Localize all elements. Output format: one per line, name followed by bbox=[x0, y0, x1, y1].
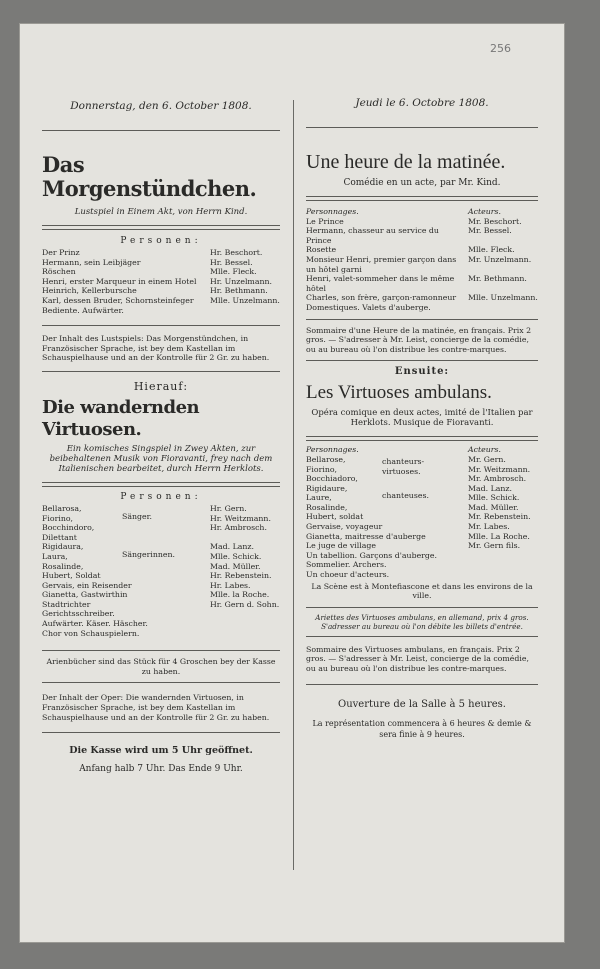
double-rule bbox=[306, 196, 538, 201]
cast-role: Fiorino, bbox=[306, 464, 338, 474]
french-chanteuses-label: chanteuses. bbox=[382, 490, 429, 500]
cast-row bbox=[42, 511, 280, 524]
cast-role: Gianetta, Gastwirthin bbox=[42, 590, 128, 600]
french-subtitle-1: Comédie en un acte, par Mr. Kind. bbox=[343, 178, 501, 188]
cast-actor: Hr. Beschort. bbox=[210, 248, 263, 257]
rule bbox=[306, 360, 538, 361]
cast-role: Bediente. Aufwärter. bbox=[42, 305, 124, 315]
french-sommaire-2: Sommaire des Virtuoses ambulans, en français. Prix 2 gros. — S'adresser à Mr. Leist, concierge de la comédie, ou au bureau où l'on distribue les contre-marques. bbox=[306, 644, 529, 673]
cast-row bbox=[42, 609, 280, 619]
cast-actor: Mr. Weitzmann. bbox=[468, 464, 531, 474]
german-subtitle-1: Lustspiel in Einem Akt, von Herrn Kind. bbox=[74, 207, 248, 217]
cast-actor: Mlle. la Roche. bbox=[210, 590, 270, 600]
rule bbox=[42, 682, 280, 683]
cast-role: Der Prinz bbox=[42, 248, 80, 257]
cast-actor: Mlle. Fleck. bbox=[468, 245, 515, 255]
cast-row bbox=[42, 600, 280, 610]
cast-role: Laure, bbox=[306, 493, 332, 503]
cast-row bbox=[306, 226, 538, 245]
cast-row bbox=[42, 286, 280, 296]
cast-role: Gianetta, maitresse d'auberge bbox=[306, 531, 426, 541]
german-cast-list-1 bbox=[42, 248, 280, 315]
cast-actor: Mr. Bethmann. bbox=[468, 274, 527, 284]
cast-row bbox=[306, 274, 538, 293]
acteurs-heading-2: Acteurs. bbox=[468, 445, 501, 455]
cast-row bbox=[42, 267, 280, 277]
cast-actor: Mr. Gern. bbox=[468, 454, 506, 464]
double-rule bbox=[42, 482, 280, 487]
cast-row bbox=[42, 619, 280, 629]
french-date: Jeudi le 6. Octobre 1808. bbox=[355, 97, 489, 109]
german-arienbuecher: Arienbücher sind das Stück für 4 Groschen bey der Kasse zu haben. bbox=[46, 657, 276, 676]
cast-actor bbox=[210, 619, 280, 629]
cast-actor: Mad. Müller. bbox=[468, 502, 519, 512]
cast-role: Bellarose, bbox=[306, 454, 346, 464]
pencil-page-number: 256 bbox=[490, 42, 511, 55]
cast-actor bbox=[210, 629, 280, 639]
cast-actor bbox=[210, 306, 280, 316]
cast-row bbox=[42, 523, 280, 542]
german-column bbox=[42, 100, 280, 774]
cast-row bbox=[42, 571, 280, 581]
german-saenger-label: Sänger. bbox=[122, 511, 152, 521]
cast-role: Laura, bbox=[42, 551, 68, 561]
cast-actor: Mr. Rebenstein. bbox=[468, 512, 531, 522]
cast-actor: Mad. Lanz. bbox=[468, 483, 513, 493]
german-inhalt-1: Der Inhalt des Lustspiels: Das Morgenstündchen, in Französischer Sprache, ist bey dem Kastellan im Schauspielhause und an der Kontrolle für 2 Gr. zu haben. bbox=[42, 334, 270, 363]
rule bbox=[306, 319, 538, 320]
cast-role: Un tabellion. Garçons d'auberge. Sommelier. Archers. bbox=[306, 550, 437, 570]
cast-role: Hubert, Soldat bbox=[42, 571, 101, 581]
cast-actor: Mlle. Schick. bbox=[468, 493, 520, 503]
personnages-heading-2: Personnages. bbox=[306, 445, 359, 455]
column-divider bbox=[293, 100, 294, 870]
german-personen-heading: Personen: bbox=[120, 236, 202, 246]
cast-role: Domestiques. Valets d'auberge. bbox=[306, 302, 431, 312]
cast-actor: Mlle. Unzelmann. bbox=[468, 293, 538, 303]
cast-role: Bocchindoro, Dilettant bbox=[42, 523, 95, 542]
cast-actor: Hr. Rebenstein. bbox=[210, 571, 272, 581]
cast-row bbox=[306, 245, 538, 255]
cast-actor: Mlle. Fleck. bbox=[210, 267, 257, 277]
french-ariettes: Ariettes des Virtuoses ambulans, en allemand, prix 4 gros. S'adresser au bureau où l'on débite les billets d'entrée. bbox=[315, 612, 529, 631]
cast-role: Le juge de village bbox=[306, 541, 377, 551]
cast-row bbox=[306, 217, 538, 227]
personnages-heading: Personnages. bbox=[306, 207, 359, 216]
french-column bbox=[306, 97, 538, 740]
cast-actor bbox=[210, 609, 280, 619]
rule bbox=[42, 371, 280, 372]
french-ouverture: Ouverture de la Salle à 5 heures. bbox=[338, 698, 506, 710]
german-title-2: Die wandernden Virtuosen. bbox=[42, 396, 200, 440]
cast-role: Gervaise, voyageur bbox=[306, 522, 383, 532]
cast-row bbox=[306, 532, 538, 542]
cast-actor: Mr. Beschort. bbox=[468, 216, 522, 226]
cast-row bbox=[306, 293, 538, 303]
german-cast-list-2 bbox=[42, 504, 280, 638]
cast-row bbox=[306, 551, 538, 570]
french-title-1: Une heure de la matinée. bbox=[306, 151, 506, 173]
cast-row bbox=[306, 570, 538, 580]
rule bbox=[306, 684, 538, 685]
cast-row bbox=[42, 629, 280, 639]
cast-role: Gerichtsschreiber. bbox=[42, 609, 115, 619]
rule bbox=[42, 130, 280, 131]
german-hierauf: Hierauf: bbox=[133, 379, 189, 393]
cast-role: Hermann, chasseur au service du Prince bbox=[306, 226, 439, 245]
cast-row bbox=[42, 248, 280, 258]
cast-role: Gervais, ein Reisender bbox=[42, 580, 132, 590]
french-cast-header-2 bbox=[306, 445, 538, 455]
cast-actor: Mr. Unzelmann. bbox=[468, 254, 532, 264]
cast-actor: Mad. Lanz. bbox=[210, 542, 255, 552]
rule bbox=[42, 650, 280, 651]
cast-role: Karl, dessen Bruder, Schornsteinfeger bbox=[42, 295, 194, 305]
french-subtitle-2: Opéra comique en deux actes, imité de l'Italien par Herklots. Musique de Fioravanti. bbox=[311, 408, 533, 429]
cast-row bbox=[306, 541, 538, 551]
cast-role: Bellarosa, bbox=[42, 503, 82, 513]
french-ensuite: Ensuite: bbox=[394, 366, 450, 378]
cast-row bbox=[306, 512, 538, 522]
cast-role: Fiorino, bbox=[42, 513, 74, 523]
double-rule bbox=[42, 225, 280, 230]
rule bbox=[42, 732, 280, 733]
cast-role: Le Prince bbox=[306, 216, 344, 226]
rule bbox=[42, 325, 280, 326]
cast-actor: Hr. Labes. bbox=[210, 580, 251, 590]
french-sommaire-1: Sommaire d'une Heure de la matinée, en français. Prix 2 gros. — S'adresser à Mr. Leist, concierge de la comédie, ou au bureau où l'on distribue les contre-marques. bbox=[306, 325, 532, 354]
cast-role: Henri, valet-sommeher dans le même hôtel bbox=[306, 274, 455, 293]
rule bbox=[306, 127, 538, 128]
french-representation: La représentation commencera à 6 heures & demie & sera finie à 9 heures. bbox=[312, 718, 532, 739]
cast-actor: Mlle. La Roche. bbox=[468, 531, 530, 541]
cast-role: Heinrich, Kellerbursche bbox=[42, 286, 137, 296]
cast-role: Henri, erster Marqueur in einem Hotel bbox=[42, 276, 197, 286]
german-kasse: Die Kasse wird um 5 Uhr geöffnet. bbox=[69, 745, 253, 757]
cast-row bbox=[306, 303, 538, 313]
cast-row bbox=[42, 504, 280, 514]
french-title-2: Les Virtuoses ambulans. bbox=[306, 382, 492, 404]
cast-row bbox=[306, 503, 538, 513]
german-personen-heading-2: Personen: bbox=[120, 491, 202, 502]
cast-role: Chor von Schauspielern. bbox=[42, 628, 140, 638]
cast-actor bbox=[468, 551, 538, 570]
cast-role: Aufwärter. Käser. Häscher. bbox=[42, 619, 148, 629]
double-rule bbox=[306, 436, 538, 441]
german-saengerinnen-label: Sängerinnen. bbox=[122, 549, 175, 559]
cast-row bbox=[306, 522, 538, 532]
german-subtitle-2: Ein komisches Singspiel in Zwey Akten, zur beibehaltenen Musik von Fioravanti, frey nach dem Italienischen bearbeitet, durch Herrn Herklots. bbox=[49, 443, 273, 474]
cast-actor: Hr. Bessel. bbox=[210, 257, 253, 267]
cast-actor: Mr. Ambrosch. bbox=[468, 474, 527, 484]
cast-actor bbox=[468, 570, 538, 580]
cast-role: Hermann, sein Leibjäger bbox=[42, 257, 141, 267]
acteurs-heading: Acteurs. bbox=[468, 207, 501, 216]
cast-actor: Hr. Bethmann. bbox=[210, 286, 268, 296]
cast-actor: Hr. Gern d. Sohn. bbox=[210, 599, 280, 609]
rule bbox=[306, 607, 538, 608]
french-cast-header bbox=[306, 207, 538, 217]
cast-actor: Hr. Unzelmann. bbox=[210, 276, 272, 286]
cast-actor: Hr. Gern. bbox=[210, 503, 247, 513]
cast-role: Röschen bbox=[42, 267, 76, 277]
cast-actor: Hr. Weitzmann. bbox=[210, 513, 271, 523]
cast-actor: Mr. Labes. bbox=[468, 522, 510, 532]
cast-role: Monsieur Henri, premier garçon dans un hôtel garni bbox=[306, 254, 457, 274]
cast-role: Rigidaura, bbox=[42, 542, 84, 552]
cast-row bbox=[42, 562, 280, 572]
german-title-1: Das Morgenstündchen. bbox=[42, 152, 257, 201]
cast-row bbox=[42, 296, 280, 306]
cast-role: Stadtrichter bbox=[42, 599, 91, 609]
french-scene: La Scène est à Montefiascone et dans les environs de la ville. bbox=[311, 581, 533, 601]
cast-row bbox=[42, 581, 280, 591]
cast-role: Rosette bbox=[306, 245, 337, 255]
cast-row bbox=[306, 255, 538, 274]
cast-role: Bocchiadoro, bbox=[306, 474, 358, 484]
french-cast-list-1 bbox=[306, 217, 538, 313]
cast-actor: Mad. Müller. bbox=[210, 561, 261, 571]
cast-actor: Mlle. Unzelmann. bbox=[210, 295, 280, 305]
cast-row bbox=[42, 306, 280, 316]
rule bbox=[306, 636, 538, 637]
cast-role: Charles, son frère, garçon-ramonneur bbox=[306, 293, 457, 303]
cast-role: Rosalinde, bbox=[42, 561, 84, 571]
cast-actor bbox=[468, 303, 538, 313]
german-inhalt-2: Der Inhalt der Oper: Die wandernden Virtuosen, in Französischer Sprache, ist bey dem Kastellan im Schauspielhause und an der Kontrolle für 2 Gr. zu haben. bbox=[42, 693, 270, 722]
cast-role: Rigidaure, bbox=[306, 483, 348, 493]
cast-role: Rosalinde, bbox=[306, 502, 348, 512]
cast-row bbox=[42, 258, 280, 268]
cast-row bbox=[42, 590, 280, 600]
german-date: Donnerstag, den 6. October 1808. bbox=[70, 100, 252, 112]
cast-role: Hubert, soldat bbox=[306, 512, 364, 522]
cast-actor: Hr. Ambrosch. bbox=[210, 523, 267, 533]
french-chanteurs-label: chanteurs-virtuoses. bbox=[382, 456, 425, 476]
cast-actor: Mr. Gern fils. bbox=[468, 541, 521, 551]
cast-actor: Mr. Bessel. bbox=[468, 226, 512, 236]
cast-actor: Mlle. Schick. bbox=[210, 551, 262, 561]
cast-role: Un choeur d'acteurs. bbox=[306, 570, 390, 580]
cast-row bbox=[42, 277, 280, 287]
german-anfang: Anfang halb 7 Uhr. Das Ende 9 Uhr. bbox=[79, 764, 243, 775]
